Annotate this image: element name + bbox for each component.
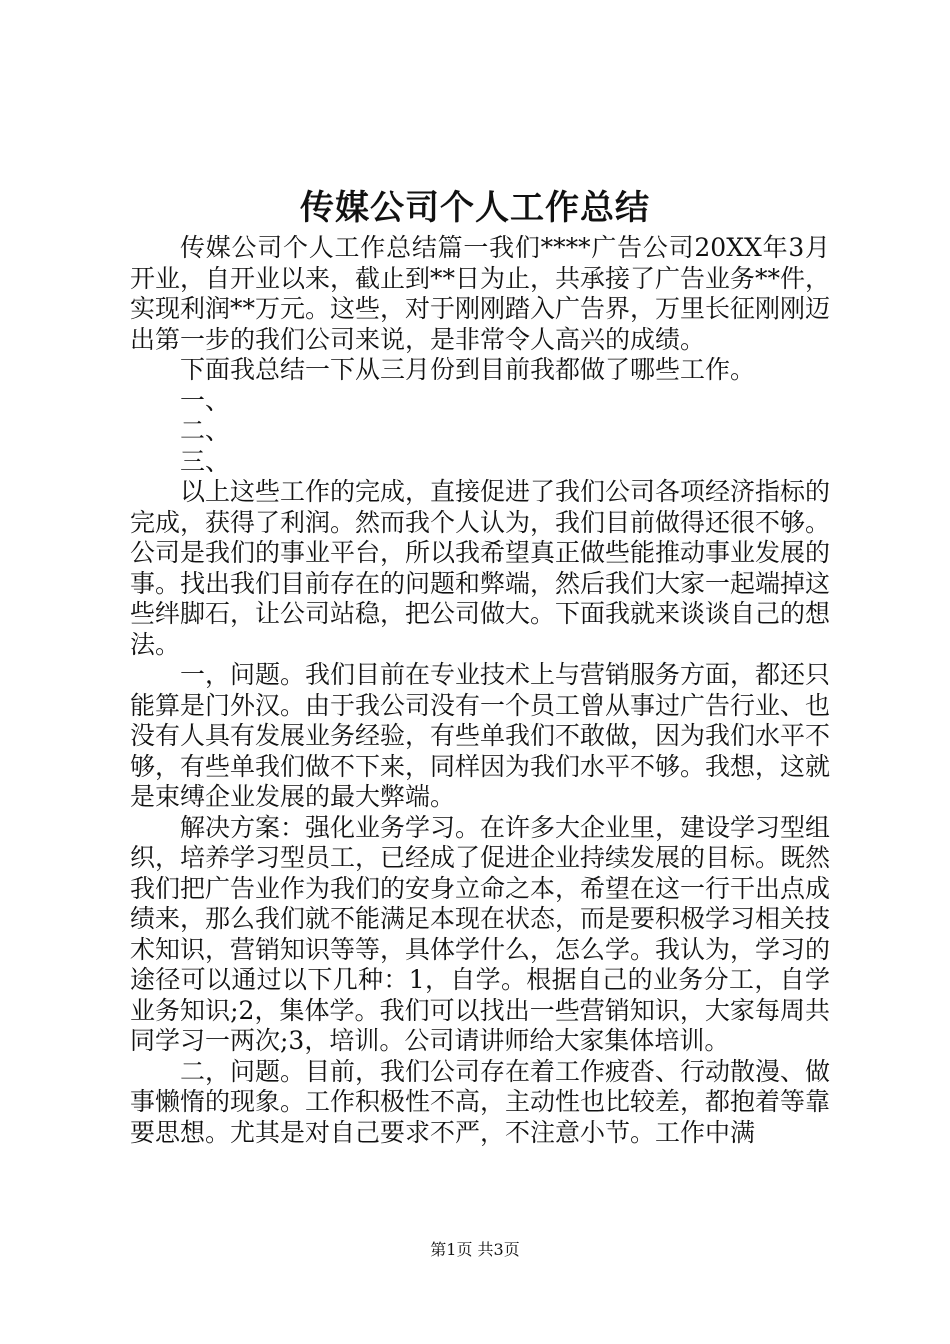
paragraph-summary-lead: 下面我总结一下从三月份到目前我都做了哪些工作。 xyxy=(180,355,756,384)
document-title: 传媒公司个人工作总结 xyxy=(300,188,650,228)
list-item-one: 一、 xyxy=(180,385,231,415)
paragraph-intro: 传媒公司个人工作总结篇一我们****广告公司20XX年3月开业，自开业以来，截止到**日为止，共承接了广告业务**件，实现利润**万元。这些，对于刚刚踏入广告界，万里长征刚刚迈出第一步的我们公司来说，是非常令人高兴的成绩。 xyxy=(130,233,831,354)
paragraph-problem-two: 二，问题。目前，我们公司存在着工作疲沓、行动散漫、做事懒惰的现象。工作积极性不高，主动性也比较差，都抱着等靠要思想。尤其是对自己要求不严，不注意小节。工作中满 xyxy=(130,1056,831,1147)
paragraph-solution: 解决方案：强化业务学习。在许多大企业里，建设学习型组织，培养学习型员工，已经成了促进企业持续发展的目标。既然我们把广告业作为我们的安身立命之本，希望在这一行干出点成绩来，那么我们就不能满足本现在状态，而是要积极学习相关技术知识，营销知识等等，具体学什么，怎么学。我认为，学习的途径可以通过以下几种：1，自学。根据自己的业务分工，自学业务知识;2，集体学。我们可以找出一些营销知识，大家每周共同学习一两次;3，培训。公司请讲师给大家集体培训。 xyxy=(130,812,831,1055)
document-body xyxy=(130,233,830,1148)
list-item-three: 三、 xyxy=(180,446,231,476)
list-item-two: 二、 xyxy=(180,416,231,445)
paragraph-problem-one: 一，问题。我们目前在专业技术上与营销服务方面，都还只能算是门外汉。由于我公司没有一个员工曾从事过广告行业、也没有人具有发展业务经验，有些单我们不敢做，因为我们水平不够，有些单我们做不下来，同样因为我们水平不够。我想，这就是束缚企业发展的最大弊端。 xyxy=(130,660,831,811)
paragraph-reflection: 以上这些工作的完成，直接促进了我们公司各项经济指标的完成，获得了利润。然而我个人认为，我们目前做得还很不够。公司是我们的事业平台，所以我希望真正做些能推动事业发展的事。找出我们目前存在的问题和弊端，然后我们大家一起端掉这些绊脚石，让公司站稳，把公司做大。下面我就来谈谈自己的想法。 xyxy=(130,477,831,659)
page-number-footer: 第1页 共3页 xyxy=(430,1240,520,1259)
